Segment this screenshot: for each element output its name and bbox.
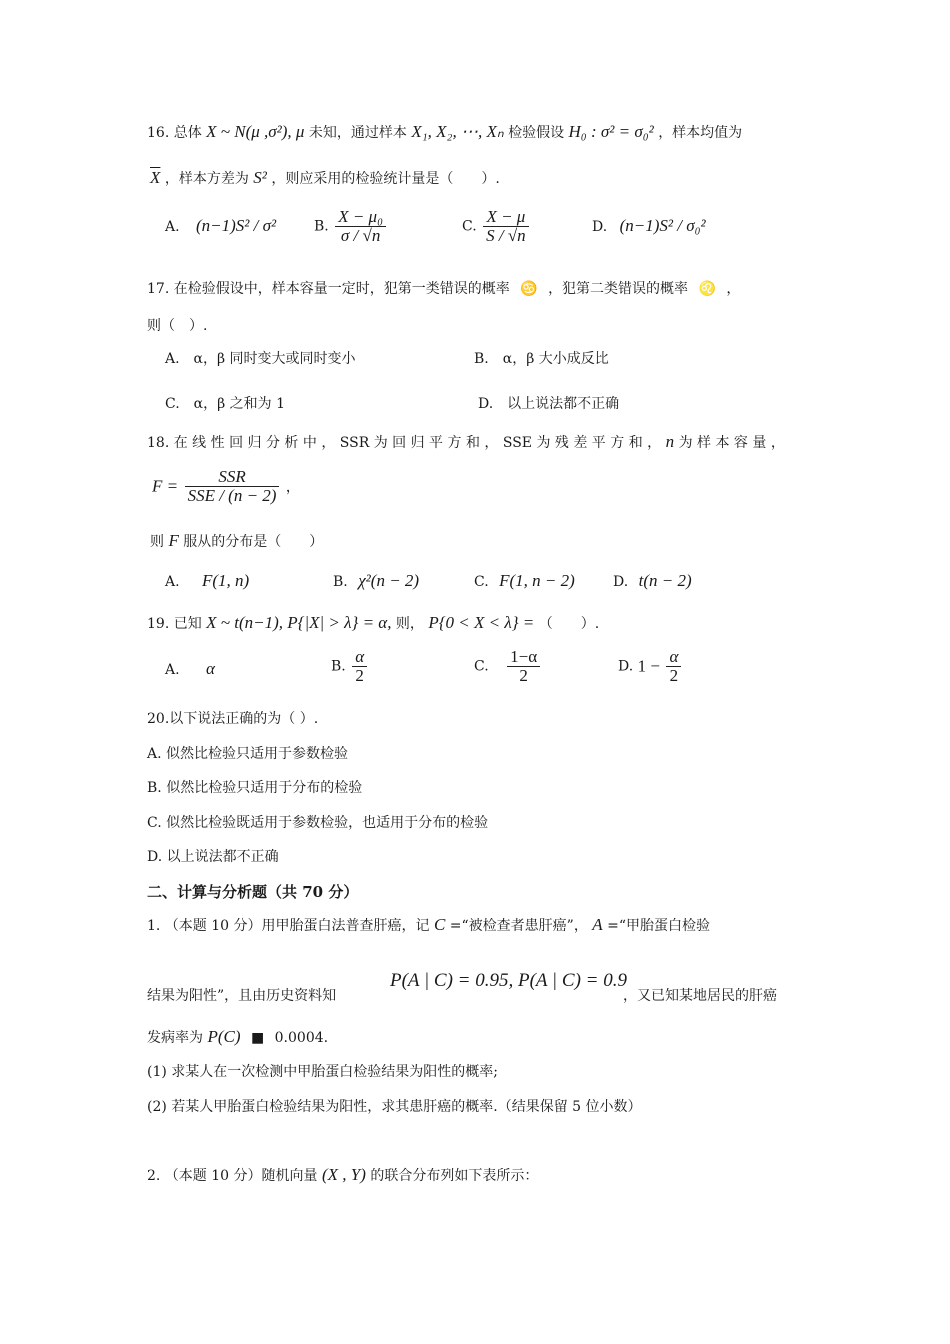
q16-stem-text: 未知，通过样本	[308, 125, 407, 141]
option-label: A.	[165, 219, 180, 235]
fraction-numerator: 1−α	[507, 648, 540, 667]
option-label: C.	[474, 574, 489, 590]
q20-option-c: C. 似然比检验既适用于参数检验，也适用于分布的检验	[147, 815, 489, 831]
fraction-numerator: α	[666, 648, 681, 667]
p1-line1-text: 1. （本题 10 分）用甲胎蛋白法普查肝癌，记	[147, 918, 430, 934]
fraction-numerator: SSR	[185, 468, 280, 487]
q16-option-c	[462, 208, 531, 245]
q16-line1	[147, 122, 742, 142]
p1-line2-text: 结果为阳性”，且由历史资料知	[147, 988, 337, 1004]
q18-f: F	[168, 531, 179, 550]
p1-subquestion-1: (1) 求某人在一次检测中甲胎蛋白检验结果为阳性的概率;	[147, 1064, 498, 1080]
alpha-symbol-icon: ♋	[520, 281, 538, 297]
q16-stem-prefix: 16. 总体	[147, 125, 202, 141]
p2-text-end: 的联合分布列如下表所示：	[370, 1168, 539, 1184]
q16-line2	[150, 168, 500, 188]
q16-line2-end: ，则应采用的检验统计量是（ ）.	[271, 171, 500, 187]
q19-stem-end: （ ）.	[538, 616, 600, 632]
q18-f-formula	[152, 468, 300, 505]
f-lhs: F =	[152, 476, 179, 496]
q17-line2: 则（ ）.	[147, 318, 208, 334]
f-fraction	[185, 468, 280, 505]
p1-given-probabilities: P(A | C) = 0.95, P(A | C) = 0.9	[390, 970, 627, 991]
fraction-denominator: 2	[519, 666, 528, 685]
q16-option-d	[592, 216, 706, 236]
q16-s2: S²	[253, 168, 267, 187]
q18-option-b	[333, 571, 419, 591]
q19-option-d	[618, 648, 683, 685]
q18-stem-end: 为 样 本 容 量 ，	[678, 435, 785, 451]
p2-random-vector: (X , Y)	[321, 1165, 366, 1184]
q19-ask: P{0 < X < λ} =	[428, 613, 535, 632]
q16-option-b	[314, 208, 388, 245]
q18-line3-end: 服从的分布是（ ）	[183, 534, 324, 550]
f-comma: ，	[285, 479, 300, 496]
p2-line1	[147, 1165, 538, 1185]
fraction-denominator: S / √n	[486, 226, 526, 245]
q20-option-a: A. 似然比检验只适用于参数检验	[147, 746, 349, 762]
q19-option-b	[331, 648, 369, 685]
q19-line1	[147, 613, 599, 633]
p1-line1-text-2: =“被检查者患肝癌”，	[449, 918, 588, 934]
q18-line3	[150, 531, 323, 551]
fraction-denominator: SSE / (n − 2)	[187, 486, 277, 505]
q18-n: n	[665, 432, 675, 451]
option-formula: α	[206, 659, 215, 678]
option-fraction	[666, 648, 681, 685]
section-title: 二、计算与分析题（共 70 分）	[147, 883, 359, 901]
q16-stem-text-3: ，样本均值为	[658, 125, 743, 141]
fraction-denominator: 2	[355, 666, 364, 685]
fraction-numerator: X − μ₀	[335, 208, 386, 227]
q17-stem-end: ，	[726, 281, 741, 297]
option-formula: t(n − 2)	[638, 571, 692, 590]
placeholder-box-icon: ■	[250, 1030, 265, 1046]
q17-option-c: C. α，β 之和为 1	[165, 396, 286, 412]
q16-sample: X₁, X₂, ⋯, Xₙ	[411, 122, 504, 141]
option-label: C.	[462, 218, 477, 235]
q20-option-b: B. 似然比检验只适用于分布的检验	[147, 780, 363, 796]
q19-stem: 19. 已知	[147, 616, 202, 632]
p1-line1-text-3: =“甲胎蛋白检验	[607, 918, 711, 934]
p2-text: 2. （本题 10 分）随机向量	[147, 1168, 318, 1184]
q16-hypothesis: H₀ : σ² = σ₀²	[568, 122, 654, 141]
q17-stem-mid: ，犯第二类错误的概率	[548, 281, 689, 297]
option-label: D.	[613, 574, 629, 590]
q19-option-c	[474, 648, 542, 685]
option-fraction	[483, 208, 529, 245]
option-label: B.	[333, 574, 348, 590]
option-label: D.	[592, 219, 608, 235]
fraction-numerator: α	[352, 648, 367, 667]
q17-option-d: D. 以上说法都不正确	[478, 396, 620, 412]
p1-c-symbol: C	[433, 915, 446, 934]
option-label: B.	[331, 658, 346, 675]
option-formula: F(1, n)	[202, 571, 250, 590]
option-label: A.	[165, 662, 180, 678]
q18-stem: 18. 在 线 性 回 归 分 析 中 ， SSR 为 回 归 平 方 和 ， SSE 为 残 差 平 方 和 ，	[147, 435, 662, 451]
p1-line3	[147, 1027, 328, 1047]
q17-option-a: A. α，β 同时变大或同时变小	[165, 351, 356, 367]
q19-option-a	[165, 659, 215, 679]
fraction-denominator: σ / √n	[340, 226, 381, 245]
q18-line3-prefix: 则	[150, 534, 164, 550]
q16-line2-text: ，样本方差为	[164, 171, 249, 187]
q18-option-d	[613, 571, 692, 591]
option-formula: χ²(n − 2)	[358, 571, 420, 590]
p1-rate: 0.0004.	[274, 1030, 329, 1046]
q17-line1	[147, 278, 740, 298]
option-fraction	[507, 648, 540, 685]
q16-xbar: $\overline{X}$	[150, 168, 161, 187]
option-fraction	[352, 648, 367, 685]
q16-distribution: X ~ N(μ ,σ²), μ	[206, 122, 305, 141]
q18-line1	[147, 432, 785, 452]
option-label: C.	[474, 658, 489, 675]
q19-condition: X ~ t(n−1), P{|X| > λ} = α,	[206, 613, 392, 632]
beta-symbol-icon: ♌	[698, 281, 716, 297]
option-formula: (n−1)S² / σ₀²	[619, 216, 706, 235]
option-label: B.	[314, 218, 329, 235]
option-label: A.	[165, 574, 180, 590]
p1-subquestion-2: (2) 若某人甲胎蛋白检验结果为阳性，求其患肝癌的概率.（结果保留 5 位小数）	[147, 1099, 642, 1115]
p1-pc: P(C)	[207, 1027, 241, 1046]
q18-option-a	[165, 571, 249, 591]
option-label: D.	[618, 658, 634, 675]
q20-option-d: D. 以上说法都不正确	[147, 849, 279, 865]
q20-stem: 20.以下说法正确的为（ ）.	[147, 711, 319, 727]
option-formula: F(1, n − 2)	[499, 571, 575, 590]
fraction-denominator: 2	[669, 666, 679, 685]
option-fraction	[335, 208, 386, 245]
p1-line2-end: ，又已知某地居民的肝癌	[623, 988, 777, 1004]
q16-option-a	[165, 216, 276, 236]
p1-line1	[147, 915, 710, 935]
p1-a-symbol: A	[592, 915, 603, 934]
option-prefix: 1 −	[637, 656, 660, 676]
p1-line3-text: 发病率为	[147, 1030, 203, 1046]
q18-option-c	[474, 571, 575, 591]
fraction-numerator: X − μ	[483, 208, 529, 227]
option-formula: (n−1)S² / σ²	[196, 216, 277, 235]
q19-stem-mid: 则，	[395, 616, 424, 632]
q16-stem-text-2: 检验假设	[508, 125, 565, 141]
q17-stem: 17. 在检验假设中，样本容量一定时，犯第一类错误的概率	[147, 281, 510, 297]
q17-option-b: B. α，β 大小成反比	[474, 351, 609, 367]
